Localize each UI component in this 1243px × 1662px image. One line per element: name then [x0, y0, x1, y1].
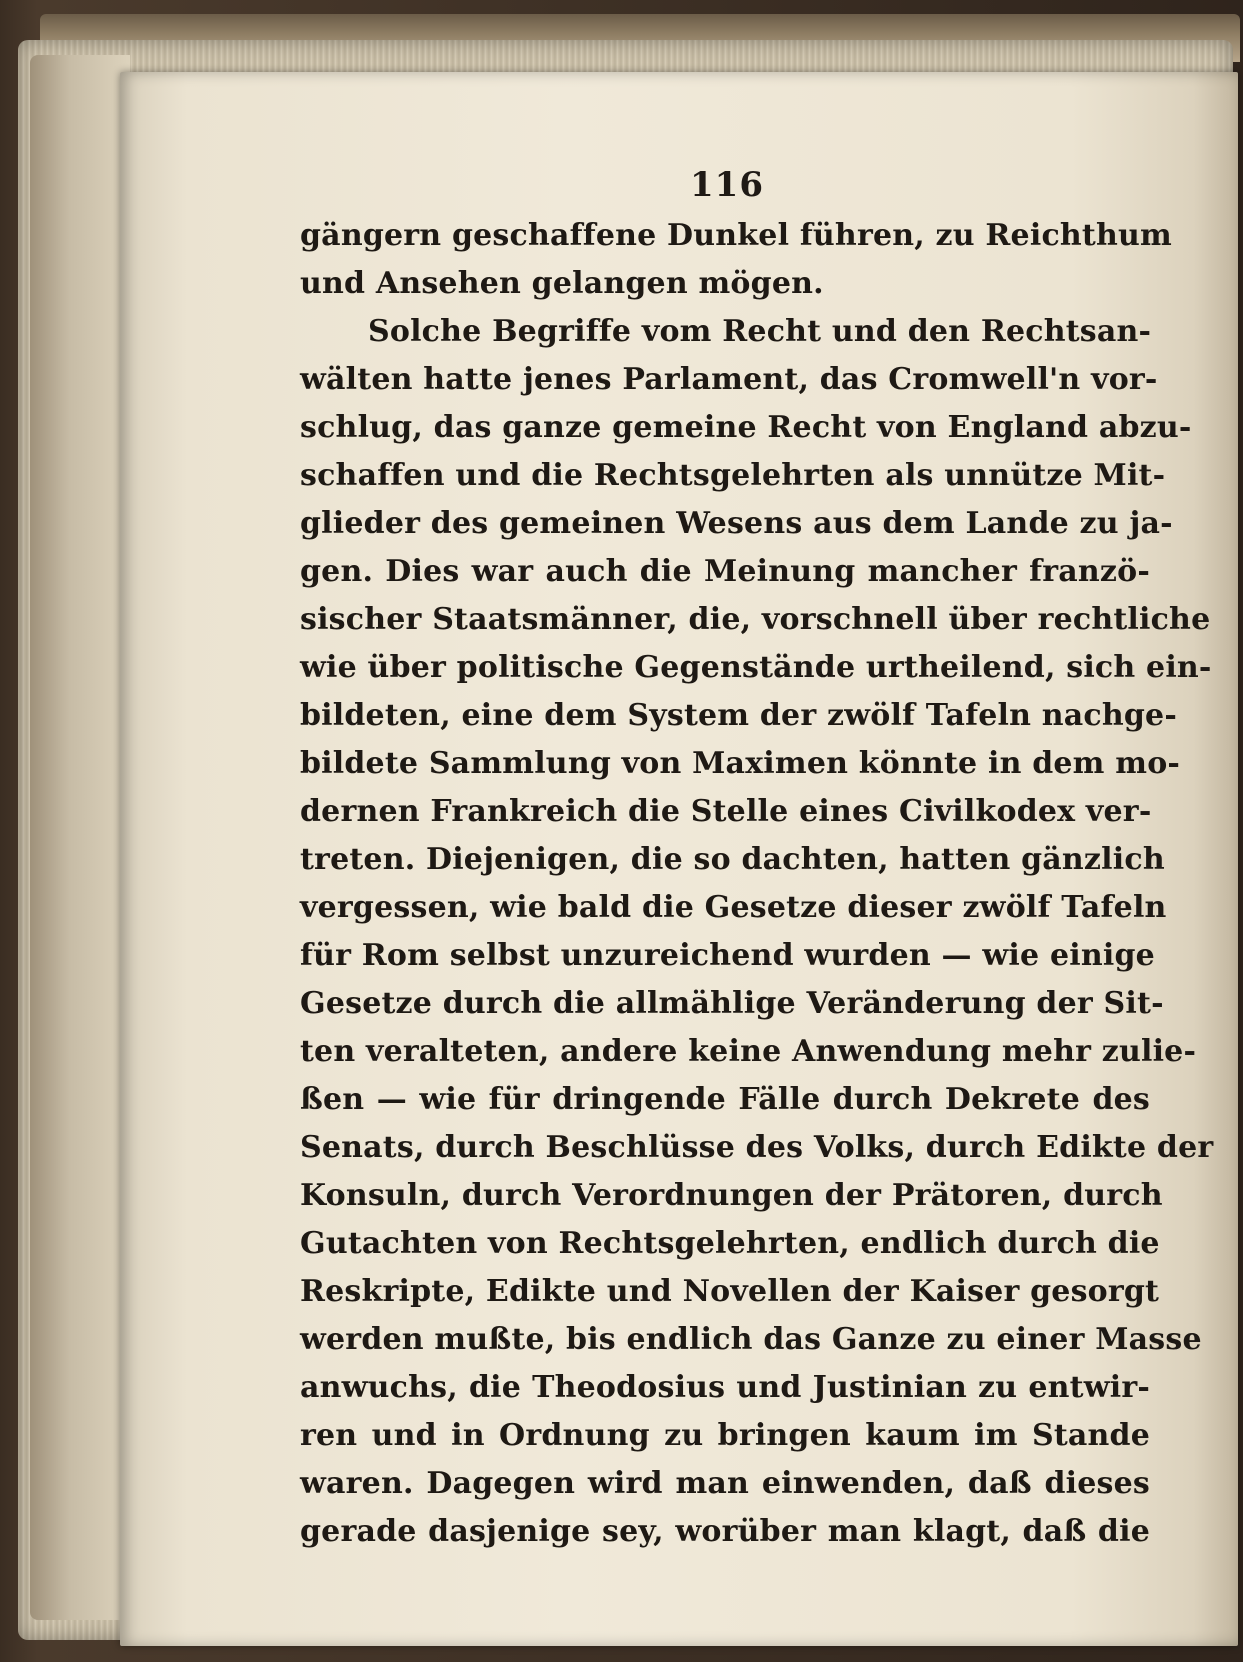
text-line: bildete Sammlung von Maximen könnte in dem mo-	[300, 746, 1181, 781]
text-line: schaffen und die Rechtsgelehrten als unnütze Mit-	[300, 458, 1166, 493]
text-line: ten veralteten, andere keine Anwendung mehr zulie-	[300, 1034, 1197, 1069]
text-line: für Rom selbst unzureichend wurden — wie einige	[300, 938, 1155, 973]
text-line: vergessen, wie bald die Gesetze dieser zwölf Tafeln	[300, 890, 1167, 925]
text-line: ßen — wie für dringende Fälle durch Dekrete des	[300, 1082, 1150, 1117]
text-line: Senats, durch Beschlüsse des Volks, durch Edikte der	[300, 1130, 1214, 1165]
left-page-stack	[30, 55, 130, 1620]
page-number: 116	[690, 165, 764, 205]
text-line: wie über politische Gegenstände urtheilend, sich ein-	[300, 650, 1212, 685]
text-line: dernen Frankreich die Stelle eines Civilkodex ver-	[300, 794, 1152, 829]
text-line: Solche Begriffe vom Recht und den Rechtsan-	[368, 314, 1152, 349]
text-line: gerade dasjenige sey, worüber man klagt, daß die	[300, 1514, 1150, 1549]
text-line: treten. Diejenigen, die so dachten, hatten gänzlich	[300, 842, 1165, 877]
text-line: wälten hatte jenes Parlament, das Cromwell'n vor-	[300, 362, 1158, 397]
text-line: Gutachten von Rechtsgelehrten, endlich durch die	[300, 1226, 1160, 1261]
text-line: gängern geschaffene Dunkel führen, zu Reichthum	[300, 218, 1172, 253]
text-line: waren. Dagegen wird man einwenden, daß dieses	[300, 1466, 1150, 1501]
text-line: Reskripte, Edikte und Novellen der Kaiser gesorgt	[300, 1274, 1160, 1309]
text-line: Gesetze durch die allmählige Veränderung der Sit-	[300, 986, 1164, 1021]
text-line: ren und in Ordnung zu bringen kaum im Stande	[300, 1418, 1150, 1453]
text-line: sischer Staatsmänner, die, vorschnell über rechtliche	[300, 602, 1211, 637]
text-line: werden mußte, bis endlich das Ganze zu einer Masse	[300, 1322, 1202, 1357]
text-line: schlug, das ganze gemeine Recht von England abzu-	[300, 410, 1192, 445]
text-line: glieder des gemeinen Wesens aus dem Lande zu ja-	[300, 506, 1173, 541]
text-line: bildeten, eine dem System der zwölf Tafeln nachge-	[300, 698, 1177, 733]
text-line: Konsuln, durch Verordnungen der Prätoren, durch	[300, 1178, 1163, 1213]
text-line: anwuchs, die Theodosius und Justinian zu entwir-	[300, 1370, 1150, 1405]
text-line: gen. Dies war auch die Meinung mancher franzö-	[300, 554, 1150, 589]
text-line: und Ansehen gelangen mögen.	[300, 266, 824, 301]
page-text	[300, 212, 1214, 1556]
